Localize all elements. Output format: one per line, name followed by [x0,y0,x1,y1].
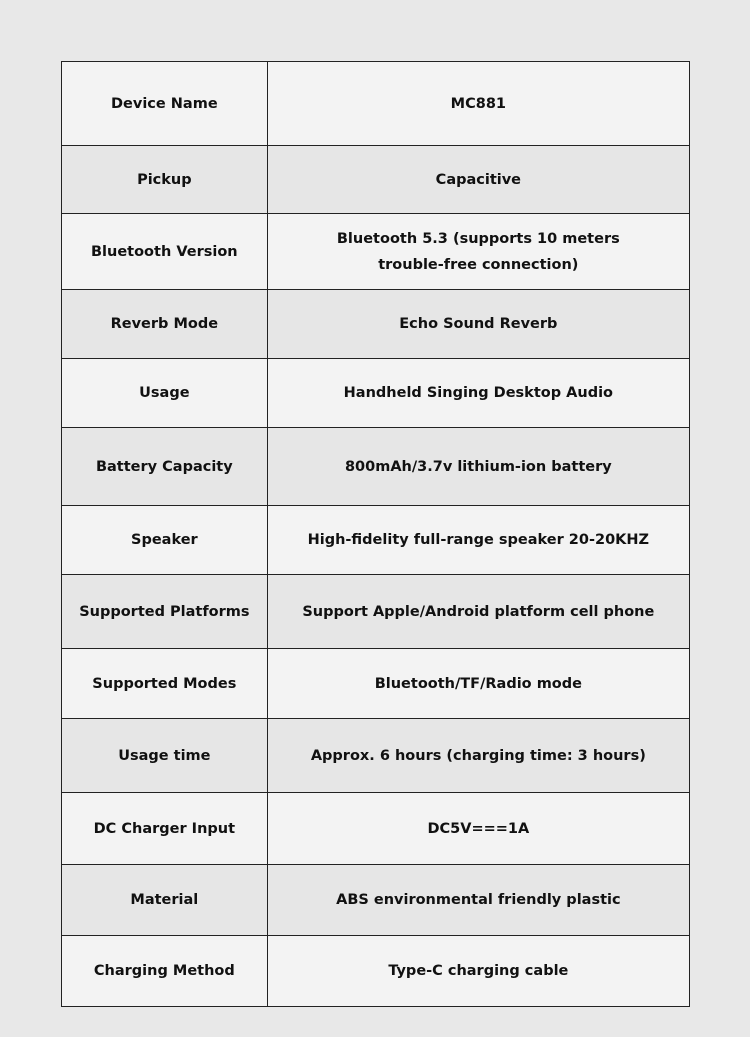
spec-label: Usage [62,359,268,427]
spec-label: Supported Modes [62,649,268,718]
table-row [62,506,690,575]
spec-value: Echo Sound Reverb [268,290,690,358]
spec-value: Bluetooth 5.3 (supports 10 meters trouble-free connection) [268,214,690,289]
spec-value: 800mAh/3.7v lithium-ion battery [268,428,690,505]
spec-label: Reverb Mode [62,290,268,358]
spec-label: Bluetooth Version [62,214,268,289]
spec-label: DC Charger Input [62,793,268,864]
table-row [62,62,690,146]
spec-value: MC881 [268,62,690,145]
spec-value: Type-C charging cable [268,936,690,1006]
spec-label: Supported Platforms [62,575,268,648]
spec-label: Charging Method [62,936,268,1006]
spec-label: Material [62,865,268,935]
spec-value: Bluetooth/TF/Radio mode [268,649,690,718]
table-row [62,793,690,865]
table-row [62,865,690,936]
table-row [62,428,690,506]
table-row [62,359,690,428]
table-row [62,649,690,719]
table-row [62,936,690,1007]
table-row [62,575,690,649]
table-row [62,146,690,214]
spec-label: Device Name [62,62,268,145]
spec-table [61,61,690,1007]
spec-value: DC5V===1A [268,793,690,864]
table-row [62,719,690,793]
spec-value: Support Apple/Android platform cell phone [268,575,690,648]
spec-label: Usage time [62,719,268,792]
table-row [62,214,690,290]
spec-value: Capacitive [268,146,690,213]
spec-label: Speaker [62,506,268,574]
table-row [62,290,690,359]
spec-label: Battery Capacity [62,428,268,505]
spec-value: High-fidelity full-range speaker 20-20KHZ [268,506,690,574]
spec-value: ABS environmental friendly plastic [268,865,690,935]
spec-value: Handheld Singing Desktop Audio [268,359,690,427]
spec-value: Approx. 6 hours (charging time: 3 hours) [268,719,690,792]
spec-label: Pickup [62,146,268,213]
